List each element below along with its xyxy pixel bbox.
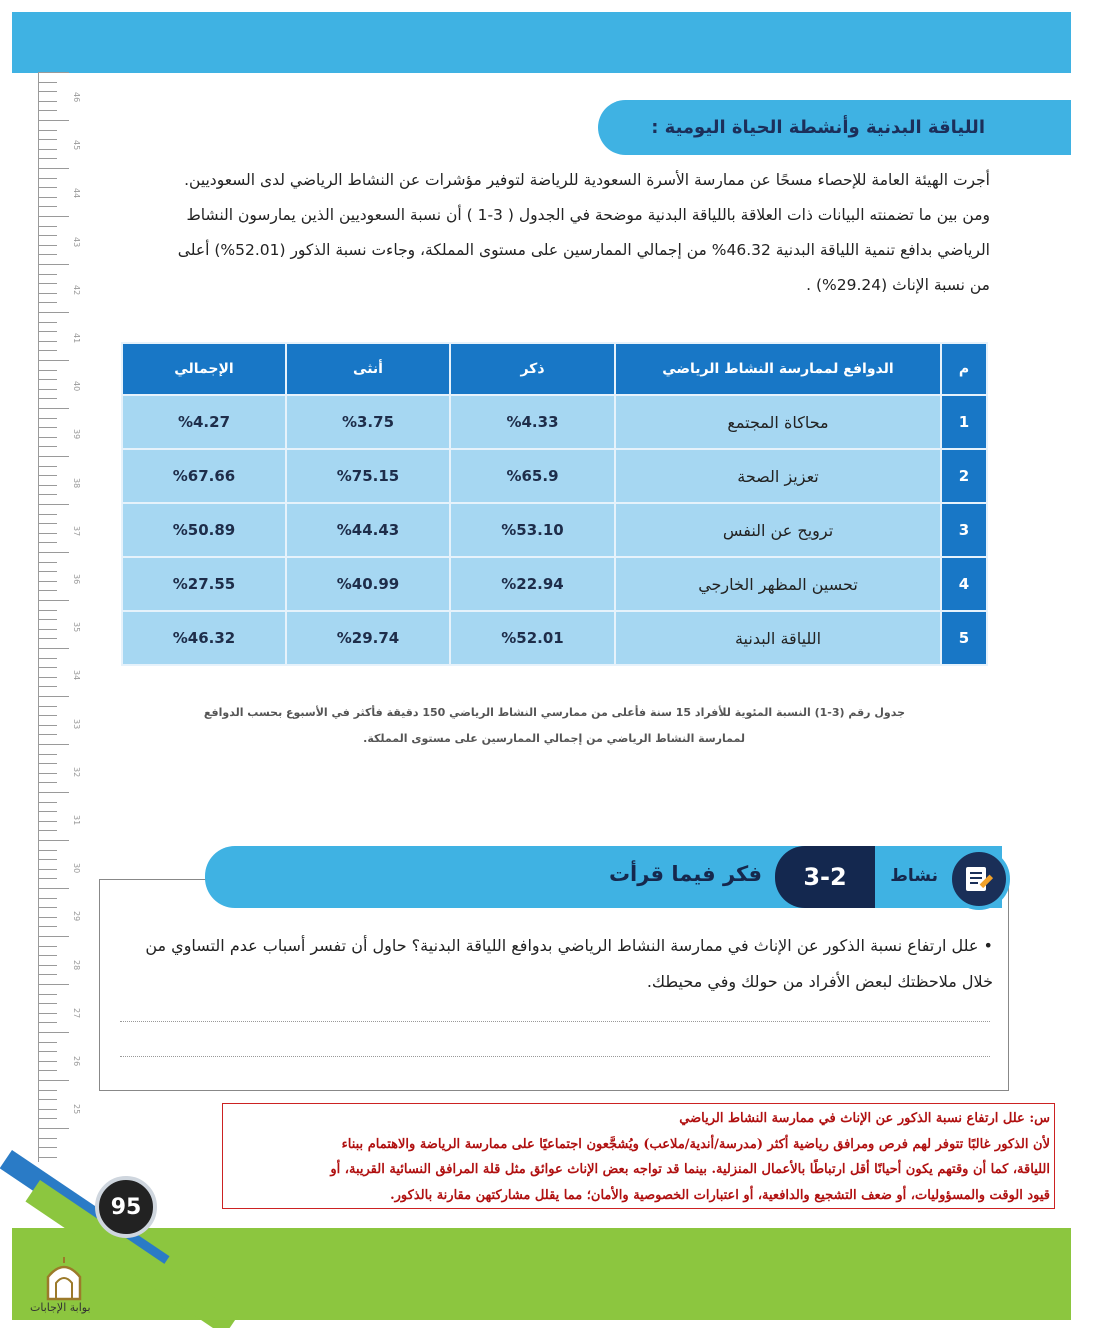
female-cell: %44.43 — [286, 503, 450, 557]
ruler-tick — [39, 1070, 57, 1071]
ruler-tick — [39, 398, 57, 399]
ruler-tick — [39, 72, 69, 73]
ruler-tick — [39, 331, 57, 332]
ruler-tick — [39, 456, 69, 457]
ruler-tick — [39, 466, 57, 467]
ruler-tick — [39, 792, 69, 793]
ruler-number: 39 — [72, 429, 81, 440]
ruler-number: 46 — [72, 92, 81, 103]
ruler-tick — [39, 802, 57, 803]
female-cell: %29.74 — [286, 611, 450, 665]
ruler-tick — [39, 110, 57, 111]
ruler-tick — [39, 485, 57, 486]
activity-question — [115, 928, 993, 1000]
male-cell: %4.33 — [450, 395, 615, 449]
ruler-tick — [39, 869, 57, 870]
ruler-tick — [39, 437, 57, 438]
ruler-tick — [39, 1032, 69, 1033]
answer-line: س: علل ارتفاع نسبة الذكور عن الإناث في ممارسة النشاط الرياضي — [679, 1111, 1050, 1126]
ruler-tick — [39, 504, 69, 505]
ruler-tick — [39, 523, 57, 524]
top-header-band — [12, 12, 1071, 73]
total-cell: %46.32 — [122, 611, 286, 665]
ruler-tick — [39, 1042, 57, 1043]
motive-cell: محاكاة المجتمع — [615, 395, 941, 449]
ruler-tick — [39, 1109, 57, 1110]
row-number: 3 — [941, 503, 987, 557]
ruler-tick — [39, 408, 69, 409]
ruler-tick — [39, 667, 57, 668]
male-cell: %65.9 — [450, 449, 615, 503]
intro-line: من نسبة الإناث (29.24%) . — [806, 276, 990, 294]
ruler-tick — [39, 725, 57, 726]
male-cell: %52.01 — [450, 611, 615, 665]
ruler-number: 45 — [72, 140, 81, 151]
ruler-tick — [39, 763, 57, 764]
male-cell: %22.94 — [450, 557, 615, 611]
ruler-tick — [39, 1013, 57, 1014]
intro-paragraph — [98, 163, 990, 303]
ruler-number: 25 — [72, 1104, 81, 1115]
ruler-number: 37 — [72, 525, 81, 536]
header-total: الإجمالي — [122, 343, 286, 395]
ruler-tick — [39, 926, 57, 927]
activity-number-pill — [775, 846, 875, 908]
ruler-tick — [39, 91, 57, 92]
ruler-tick — [39, 677, 57, 678]
ruler-number: 27 — [72, 1007, 81, 1018]
total-cell: %27.55 — [122, 557, 286, 611]
ruler-number: 41 — [72, 333, 81, 344]
answer-line: لأن الذكور غالبًا تتوفر لهم فرص ومرافق رياضية أكثر (مدرسة/أندية/ملاعب) ويُشجَّعون اجتماعيًا على ممارسة الرياضة والاهتمام ببناء — [341, 1136, 1050, 1152]
table-header-row — [122, 343, 987, 395]
notebook-pencil-icon — [948, 848, 1010, 910]
ruler-tick — [39, 302, 57, 303]
ruler-tick — [39, 686, 57, 687]
row-number: 1 — [941, 395, 987, 449]
ruler-tick — [39, 274, 57, 275]
watermark-text: بوابة الإجابات — [30, 1301, 91, 1314]
ruler-tick — [39, 1003, 57, 1004]
ruler-tick — [39, 245, 57, 246]
activity-title: فكر فيما قرأت — [608, 862, 762, 886]
motive-cell: ترويح عن النفس — [615, 503, 941, 557]
activity-label: نشاط — [890, 866, 938, 886]
table-caption — [140, 700, 905, 752]
ruler-tick — [39, 206, 57, 207]
ruler-tick — [39, 82, 57, 83]
intro-line: ومن بين ما تضمنته البيانات ذات العلاقة باللياقة البدنية موضحة في الجدول ( 3-1 ) أن نسبة السعوديين الذين يمارسون النشاط — [186, 206, 990, 224]
ruler-tick — [39, 283, 57, 284]
ruler-tick — [39, 610, 57, 611]
table-row — [122, 611, 987, 665]
ruler-tick — [39, 120, 69, 121]
section-title: اللياقة البدنية وأنشطة الحياة اليومية : — [651, 117, 985, 138]
ruler-tick — [39, 821, 57, 822]
answer-line: اللياقة، كما أن وقتهم يكون أحيانًا أقل ارتباطًا بالأعمال المنزلية. بينما قد تواجه بعض الإناث عوائق مثل قلة المرافق النسائية القريبة، أو — [330, 1162, 1050, 1177]
female-cell: %3.75 — [286, 395, 450, 449]
ruler-tick — [39, 859, 57, 860]
ruler-tick — [39, 715, 57, 716]
ruler-tick — [39, 350, 57, 351]
ruler-tick — [39, 600, 69, 601]
ruler-tick — [39, 754, 57, 755]
answer-box — [222, 1103, 1055, 1209]
ruler-tick — [39, 658, 57, 659]
activity-number: 3-2 — [803, 863, 847, 891]
ruler-tick — [39, 101, 57, 102]
row-number: 2 — [941, 449, 987, 503]
ruler-tick — [39, 312, 69, 313]
table-row — [122, 503, 987, 557]
ruler-tick — [39, 571, 57, 572]
ruler-tick — [39, 226, 57, 227]
ruler-tick — [39, 648, 69, 649]
ruler-tick — [39, 974, 57, 975]
ruler-tick — [39, 878, 57, 879]
header-male: ذكر — [450, 343, 615, 395]
caption-line: جدول رقم (3-1) النسبة المئوية للأفراد 15 سنة فأعلى من ممارسي النشاط الرياضي 150 دقيقة فأكثر في الأسبوع بحسب الدوافع — [203, 706, 905, 719]
ruler-tick — [39, 360, 69, 361]
intro-line: الرياضي بدافع تنمية اللياقة البدنية 46.32% من إجمالي الممارسين على مستوى المملكة، وجاءت نسبة الذكور (52.01%) أعلى — [177, 241, 990, 259]
ruler-tick — [39, 542, 57, 543]
ruler-tick — [39, 341, 57, 342]
male-cell: %53.10 — [450, 503, 615, 557]
header-female: أنثى — [286, 343, 450, 395]
female-cell: %75.15 — [286, 449, 450, 503]
ruler-tick — [39, 1147, 57, 1148]
intro-line: أجرت الهيئة العامة للإحصاء مسحًا عن ممارسة الأسرة السعودية للرياضة لتوفير مؤشرات عن النشاط الرياضي لدى السعوديين. — [184, 171, 990, 189]
page-number: 95 — [110, 1194, 142, 1220]
total-cell: %67.66 — [122, 449, 286, 503]
ruler-tick — [39, 1090, 57, 1091]
ruler-number: 26 — [72, 1056, 81, 1067]
ruler-tick — [39, 533, 57, 534]
ruler-tick — [39, 216, 69, 217]
ruler-tick — [39, 994, 57, 995]
header-motive: الدوافع لممارسة النشاط الرياضي — [615, 343, 941, 395]
ruler-number: 43 — [72, 236, 81, 247]
ruler-tick — [39, 773, 57, 774]
ruler-tick — [39, 552, 69, 553]
ruler-tick — [39, 158, 57, 159]
ruler-tick — [39, 706, 57, 707]
ruler-tick — [39, 1022, 57, 1023]
ruler-tick — [39, 782, 57, 783]
table-row — [122, 395, 987, 449]
ruler-tick — [39, 1128, 69, 1129]
ruler-tick — [39, 734, 57, 735]
section-title-banner — [598, 100, 1071, 155]
ruler-number: 42 — [72, 284, 81, 295]
total-cell: %4.27 — [122, 395, 286, 449]
ruler-tick — [39, 888, 69, 889]
ruler-tick — [39, 907, 57, 908]
ruler-tick — [39, 850, 57, 851]
ruler-tick — [39, 379, 57, 380]
female-cell: %40.99 — [286, 557, 450, 611]
ruler-tick — [39, 446, 57, 447]
ruler-tick — [39, 235, 57, 236]
ruler-tick — [39, 955, 57, 956]
answer-line-dotted[interactable] — [120, 1056, 990, 1057]
motives-table — [121, 342, 988, 666]
ruler-tick — [39, 917, 57, 918]
ruler-number: 30 — [72, 863, 81, 874]
total-cell: %50.89 — [122, 503, 286, 557]
ruler-tick — [39, 744, 69, 745]
ruler-tick — [39, 264, 69, 265]
ruler-number: 34 — [72, 670, 81, 681]
ruler-tick — [39, 1061, 57, 1062]
ruler-number: 44 — [72, 188, 81, 199]
ruler-tick — [39, 418, 57, 419]
row-number: 5 — [941, 611, 987, 665]
table-row — [122, 557, 987, 611]
ruler-tick — [39, 1051, 57, 1052]
ruler-tick — [39, 389, 57, 390]
ruler-tick — [39, 178, 57, 179]
activity-header — [205, 846, 1002, 908]
ruler-tick — [39, 1138, 57, 1139]
ruler-tick — [39, 494, 57, 495]
answer-line: قيود الوقت والمسؤوليات، أو ضعف التشجيع والدافعية، أو اعتبارات الخصوصية والأمان؛ مما يقلل مشاركتهن مقارنة بالذكور. — [390, 1187, 1050, 1203]
question-line: خلال ملاحظتك لبعض الأفراد من حولك وفي محيطك. — [646, 972, 993, 991]
ruler-number: 29 — [72, 911, 81, 922]
page-ruler — [35, 72, 95, 1162]
ruler-tick — [39, 898, 57, 899]
ruler-tick — [39, 187, 57, 188]
ruler-tick — [39, 130, 57, 131]
answer-line-dotted[interactable] — [120, 1021, 990, 1022]
ruler-tick — [39, 1099, 57, 1100]
ruler-tick — [39, 197, 57, 198]
ruler-number: 40 — [72, 381, 81, 392]
ruler-tick — [39, 936, 69, 937]
motive-cell: تعزيز الصحة — [615, 449, 941, 503]
ruler-tick — [39, 1118, 57, 1119]
ruler-tick — [39, 840, 69, 841]
ruler-tick — [39, 149, 57, 150]
ruler-tick — [39, 629, 57, 630]
ruler-tick — [39, 293, 57, 294]
ruler-number: 31 — [72, 815, 81, 826]
caption-line: لممارسة النشاط الرياضي من إجمالي الممارسين على مستوى المملكة. — [363, 732, 745, 745]
ruler-tick — [39, 427, 57, 428]
ruler-tick — [39, 946, 57, 947]
ruler-tick — [39, 830, 57, 831]
ruler-tick — [39, 638, 57, 639]
ruler-tick — [39, 581, 57, 582]
ruler-tick — [39, 562, 57, 563]
ruler-number: 35 — [72, 622, 81, 633]
ruler-tick — [39, 1157, 57, 1158]
ruler-number: 33 — [72, 718, 81, 729]
ruler-tick — [39, 1080, 69, 1081]
ruler-tick — [39, 254, 57, 255]
ruler-tick — [39, 965, 57, 966]
mosque-logo-icon — [42, 1255, 86, 1301]
table-row — [122, 449, 987, 503]
ruler-number: 36 — [72, 574, 81, 585]
ruler-number: 32 — [72, 766, 81, 777]
ruler-tick — [39, 139, 57, 140]
header-num: م — [941, 343, 987, 395]
ruler-number: 38 — [72, 477, 81, 488]
ruler-tick — [39, 322, 57, 323]
ruler-tick — [39, 619, 57, 620]
motive-cell: اللياقة البدنية — [615, 611, 941, 665]
ruler-number: 28 — [72, 959, 81, 970]
question-line: • علل ارتفاع نسبة الذكور عن الإناث في ممارسة النشاط الرياضي بدوافع اللياقة البدنية؟ حاول أن تفسر أسباب عدم التساوي من — [145, 936, 993, 955]
page-number-badge — [95, 1176, 157, 1238]
ruler-tick — [39, 475, 57, 476]
ruler-tick — [39, 984, 69, 985]
motive-cell: تحسين المظهر الخارجي — [615, 557, 941, 611]
ruler-tick — [39, 811, 57, 812]
ruler-tick — [39, 168, 69, 169]
row-number: 4 — [941, 557, 987, 611]
ruler-tick — [39, 514, 57, 515]
ruler-tick — [39, 696, 69, 697]
ruler-tick — [39, 590, 57, 591]
ruler-tick — [39, 370, 57, 371]
